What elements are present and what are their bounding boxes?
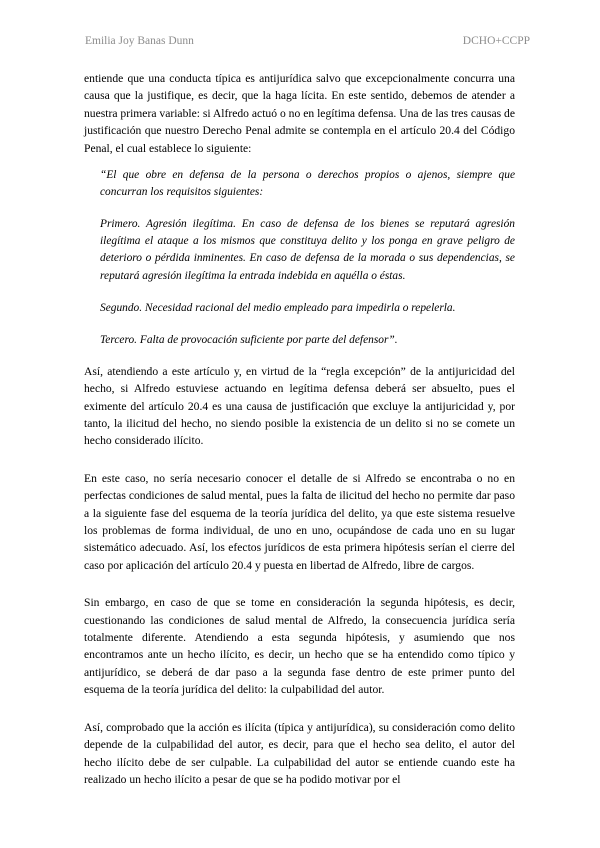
header-course: DCHO+CCPP (462, 35, 530, 47)
quote-paragraph: Primero. Agresión ilegítima. En caso de defensa de los bienes se reputará agresión ilegítima el ataque a los mismos que constituya delito y los ponga en grave peligro de deterioro o pérdida inminentes. En caso de defensa de la morada o sus dependencias, se reputará agresión ilegítima la entrada indebida en aquélla o éstas. (100, 218, 515, 282)
paragraph: En este caso, no sería necesario conocer el detalle de si Alfredo se encontraba o no en perfectas condiciones de salud mental, pues la falta de ilicitud del hecho no permite dar paso a la siguiente fase del esquema de la teoría jurídica del delito, ya que este sistema resuelve los problemas de forma individual, de uno en uno, ocupándose de cada uno en su lugar sistemático adecuado. Así, los efectos jurídicos de esta primera hipótesis serían el cierre del caso por aplicación del artículo 20.4 y puesta en libertad de Alfredo, libre de cargos. (84, 471, 515, 572)
quote-paragraph: Segundo. Necesidad racional del medio empleado para impedirla o repelerla. (100, 301, 456, 314)
paragraph: Sin embargo, en caso de que se tome en consideración la segunda hipótesis, es decir, cuestionando las condiciones de salud mental de Alfredo, la consecuencia jurídica sería totalmente diferente. Atendiendo a esta segunda hipótesis, y asumiendo que nos encontramos ante un hecho ilícito, es decir, un hecho que se ha entendido como típico y antijurídico, se deberá de dar paso a la segunda fase dentro de este primer punto del esquema de la teoría jurídica del delito: la culpabilidad del autor. (84, 596, 515, 697)
paragraph: entiende que una conducta típica es antijurídica salvo que excepcionalmente concurra una causa que la justifique, es decir, que la haga lícita. En este sentido, debemos de atender a nuestra primera variable: si Alfredo actuó o no en legítima defensa. Una de las tres causas de justificación que nuestro Derecho Penal admite se contempla en el artículo 20.4 del Código Penal, el cual establece lo siguiente: (84, 72, 515, 155)
paragraph: Así, atendiendo a este artículo y, en virtud de la “regla excepción” de la antijuricidad del hecho, si Alfredo estuviese actuando en legítima defensa deberá ser absuelto, pues el eximente del artículo 20.4 es una causa de justificación que excluye la antijuricidad y, por tanto, la ilicitud del hecho, no siendo posible la existencia de un delito si no se comete un hecho considerado ilícito. (84, 364, 515, 448)
quote-paragraph: “El que obre en defensa de la persona o derechos propios o ajenos, siempre que concurran los requisitos siguientes: (100, 169, 515, 199)
document-body (84, 70, 515, 808)
quote-paragraph: Tercero. Falta de provocación suficiente por parte del defensor”. (100, 333, 398, 346)
article-quote (84, 167, 515, 349)
paragraph: Así, comprobado que la acción es ilícita (típica y antijurídica), su consideración como delito depende de la culpabilidad del autor, es decir, para que el hecho sea delito, el autor del hecho ilícito debe de ser culpable. La culpabilidad del autor se entiende cuando este ha realizado un hecho ilícito a pesar de que se ha podido motivar por el (84, 720, 515, 786)
header-author: Emilia Joy Banas Dunn (85, 35, 194, 47)
